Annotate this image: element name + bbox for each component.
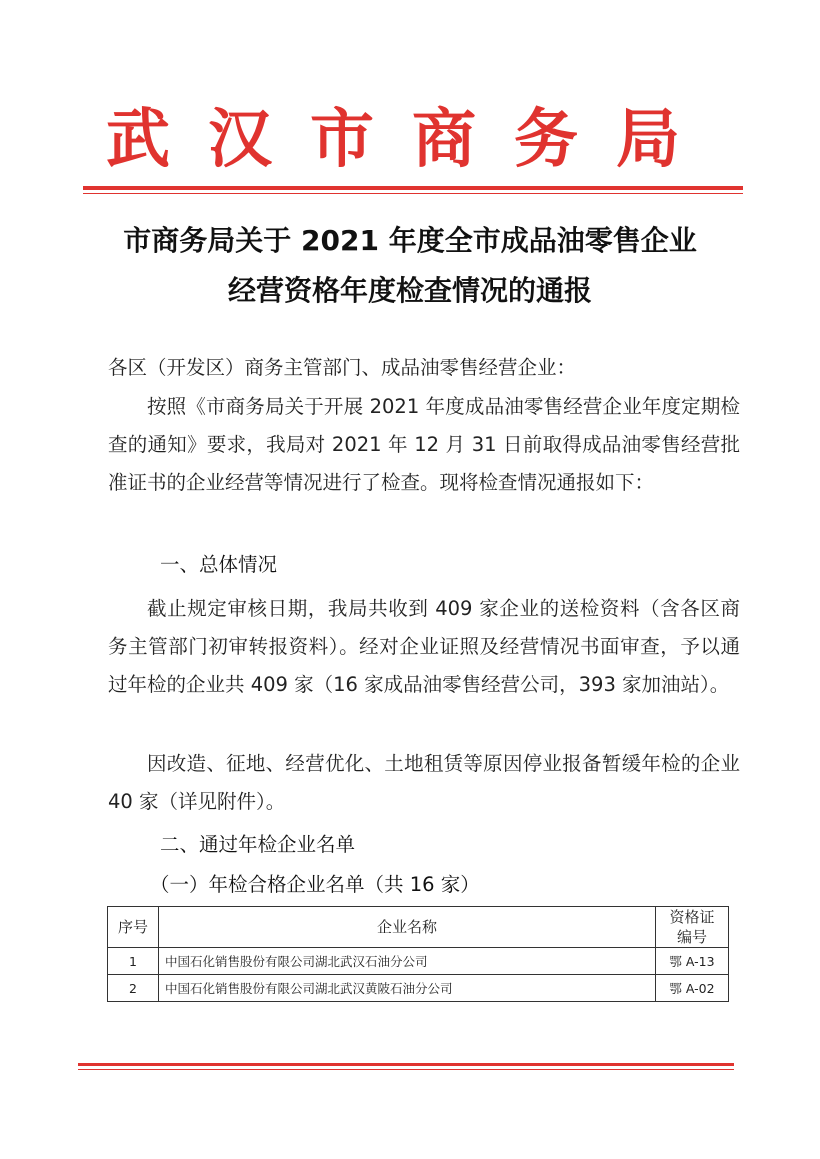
row-certificate-no: 鄂 A-02 xyxy=(656,975,729,1002)
row-company-name: 中国石化销售股份有限公司湖北武汉黄陂石油分公司 xyxy=(159,975,656,1002)
document-title-line2: 经营资格年度检查情况的通报 xyxy=(227,274,592,307)
table-row xyxy=(108,948,729,975)
footer-rule-thin xyxy=(78,1069,734,1070)
section1-paragraph1: 截止规定审核日期，我局共收到 409 家企业的送检资料（含各区商务主管部门初审转报资料）。经对企业证照及经营情况书面审查，予以通过年检的企业共 409 家（16 家成品油零售经营公司，393 家加油站）。 xyxy=(108,597,740,696)
row-no: 2 xyxy=(108,975,159,1002)
letterhead-rule-thick xyxy=(83,186,743,190)
table-header-row xyxy=(108,907,729,948)
footer-rule-thick xyxy=(78,1063,734,1066)
intro-paragraph: 按照《市商务局关于开展 2021 年度成品油零售经营企业年度定期检查的通知》要求，我局对 2021 年 12 月 31 日前取得成品油零售经营批准证书的企业经营等情况进行了检查。现将检查情况通报如下： xyxy=(108,395,740,494)
row-company-name: 中国石化销售股份有限公司湖北武汉石油分公司 xyxy=(159,948,656,975)
qualified-companies-table xyxy=(107,906,729,1002)
letterhead-rule-thin xyxy=(83,193,743,194)
salutation: 各区（开发区）商务主管部门、成品油零售经营企业： xyxy=(108,356,577,379)
section1-heading: 一、总体情况 xyxy=(160,553,278,576)
row-certificate-no: 鄂 A-13 xyxy=(656,948,729,975)
row-no: 1 xyxy=(108,948,159,975)
header-company-name: 企业名称 xyxy=(159,907,656,948)
document-title-line1: 市商务局关于 2021 年度全市成品油零售企业 xyxy=(123,224,697,257)
header-cert-line1: 资格证 xyxy=(669,908,715,926)
header-certificate-no xyxy=(656,907,729,948)
section1-paragraph2: 因改造、征地、经营优化、土地租赁等原因停业报备暂缓年检的企业 40 家（详见附件）。 xyxy=(108,752,740,813)
section2-heading: 二、通过年检企业名单 xyxy=(160,833,356,856)
header-cert-line2: 编号 xyxy=(676,928,707,946)
section2-subheading: （一）年检合格企业名单（共 16 家） xyxy=(150,873,480,896)
letterhead-title: 武汉市商务局 xyxy=(106,102,718,177)
table-row xyxy=(108,975,729,1002)
header-no: 序号 xyxy=(108,907,159,948)
